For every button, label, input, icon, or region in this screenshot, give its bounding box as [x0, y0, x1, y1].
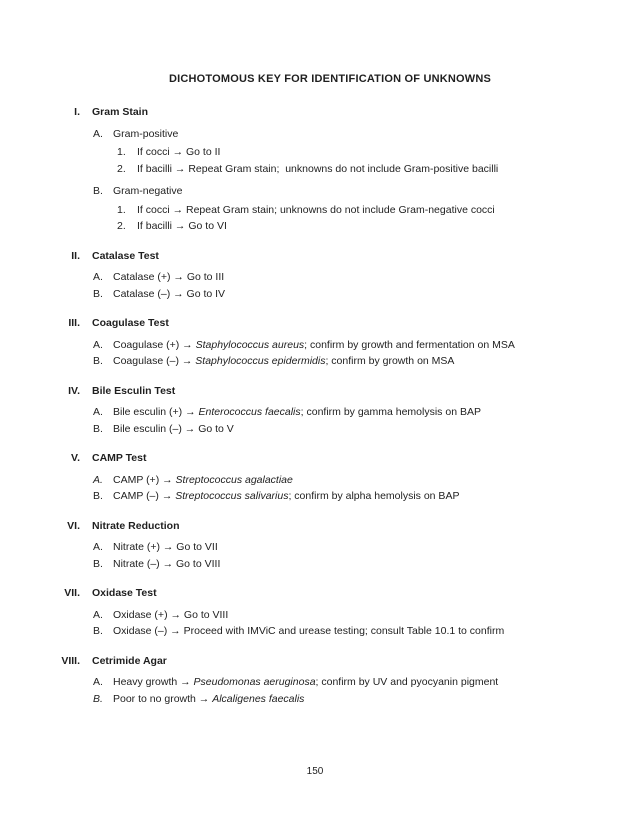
text-segment: Coagulase (–) →: [113, 355, 196, 367]
section: [0, 585, 630, 640]
text-segment: Catalase (+) → Go to III: [113, 271, 225, 283]
species-name: Pseudomonas aeruginosa: [193, 676, 316, 688]
item-text: [113, 126, 178, 143]
item-label: A.: [93, 473, 103, 486]
text-segment: Bile esculin (–) → Go to V: [113, 422, 234, 435]
section-heading-text: Cetrimide Agar: [92, 654, 167, 667]
text-segment: Oxidase (+) → Go to VIII: [113, 608, 229, 621]
text-segment: Oxidase (–) → Proceed with IMViC and urease testing; consult Table 10.1 to confirm: [113, 625, 505, 637]
key-item: [93, 623, 630, 640]
key-item: [93, 421, 630, 438]
item-text: [113, 691, 304, 708]
text-segment: Bile esculin (+) →: [113, 406, 199, 418]
item-text: [113, 472, 293, 489]
text-segment: Poor to no growth →: [113, 692, 213, 705]
section-heading: [0, 585, 630, 602]
item-text: [113, 286, 225, 303]
item-label: B.: [93, 490, 103, 502]
item-text: [113, 353, 454, 370]
species-name: Staphylococcus aureus: [195, 338, 305, 351]
item-text: [113, 556, 220, 573]
section-heading: [0, 248, 630, 265]
section-numeral: II.: [71, 249, 80, 262]
section-heading-text: Catalase Test: [92, 249, 159, 262]
item-text: [113, 421, 234, 438]
text-segment: Nitrate (+) → Go to VII: [113, 541, 218, 553]
key-item: [117, 202, 630, 219]
section-items: [0, 126, 630, 235]
section-numeral: I.: [74, 106, 80, 118]
item-label: 2.: [117, 220, 126, 232]
text-segment: Heavy growth →: [113, 676, 194, 688]
text-segment: Gram-negative: [113, 185, 183, 197]
item-label: B.: [93, 287, 103, 300]
section: [0, 248, 630, 303]
text-segment: ; confirm by growth on MSA: [325, 355, 455, 367]
text-segment: ; confirm by alpha hemolysis on BAP: [288, 490, 460, 502]
section-items: [0, 269, 630, 302]
key-item: [93, 539, 630, 556]
item-label: B.: [93, 355, 103, 367]
item-label: B.: [93, 557, 103, 570]
sub-items: [0, 202, 630, 235]
document-title: DICHOTOMOUS KEY FOR IDENTIFICATION OF UNKNOWNS: [168, 73, 492, 85]
section-numeral: VII.: [64, 587, 80, 599]
item-text: [113, 674, 498, 691]
section-numeral: III.: [68, 317, 80, 329]
key-item: [93, 404, 630, 421]
text-segment: If cocci → Go to II: [137, 146, 221, 158]
section-items: [0, 607, 630, 640]
text-segment: Catalase (–) → Go to IV: [113, 287, 226, 300]
item-text: [137, 202, 495, 219]
section-numeral: V.: [71, 452, 80, 464]
item-text: [113, 183, 182, 200]
key-item: [93, 126, 630, 143]
section-heading-text: Gram Stain: [92, 106, 149, 118]
key-item: [93, 337, 630, 354]
item-text: [113, 623, 504, 640]
species-name: Streptococcus agalactiae: [175, 473, 293, 486]
item-label: A.: [93, 271, 103, 283]
species-name: Staphylococcus epidermidis: [195, 355, 326, 367]
item-text: [137, 218, 227, 235]
text-segment: CAMP (–) →: [113, 490, 176, 502]
section: [0, 653, 630, 708]
section-numeral: VI.: [67, 519, 80, 532]
section-heading-text: Oxidase Test: [92, 587, 157, 599]
text-segment: If bacilli → Repeat Gram stain; unknowns do not include Gram-positive bacilli: [137, 162, 499, 175]
section-heading-text: Coagulase Test: [92, 317, 169, 329]
section-heading-text: Bile Esculin Test: [92, 384, 176, 397]
item-text: [113, 607, 228, 624]
item-label: 2.: [117, 162, 126, 175]
key-item: [93, 472, 630, 489]
sub-items: [0, 144, 630, 177]
section-heading: [0, 104, 630, 121]
section-numeral: IV.: [68, 384, 80, 397]
key-item: [93, 556, 630, 573]
key-item: [93, 269, 630, 286]
text-segment: CAMP (+) →: [113, 473, 176, 486]
item-text: [113, 488, 459, 505]
section: [0, 104, 630, 235]
text-segment: If bacilli → Go to VI: [137, 220, 227, 232]
section-items: [0, 539, 630, 572]
item-label: 1.: [117, 203, 126, 216]
section: [0, 383, 630, 438]
text-segment: If cocci → Repeat Gram stain; unknowns do not include Gram-negative cocci: [137, 203, 495, 216]
section-items: [0, 404, 630, 437]
section-items: [0, 472, 630, 505]
item-label: A.: [93, 406, 103, 418]
section-items: [0, 674, 630, 707]
section: [0, 518, 630, 573]
section-heading: [0, 450, 630, 467]
key-item: [117, 144, 630, 161]
species-name: Streptococcus salivarius: [175, 490, 289, 502]
item-label: B.: [93, 625, 103, 637]
section-heading-text: Nitrate Reduction: [92, 519, 180, 532]
key-item: [117, 161, 630, 178]
item-text: [113, 269, 224, 286]
key-item: [93, 286, 630, 303]
section-heading: [0, 518, 630, 535]
item-text: [113, 539, 218, 556]
section-heading: [0, 653, 630, 670]
item-text: [113, 337, 515, 354]
item-text: [137, 161, 498, 178]
key-item: [93, 488, 630, 505]
section-heading: [0, 383, 630, 400]
page-number: 150: [306, 766, 324, 777]
text-segment: ; confirm by UV and pyocyanin pigment: [315, 676, 499, 688]
item-label: 1.: [117, 146, 126, 158]
key-item: [93, 607, 630, 624]
text-segment: Coagulase (+) →: [113, 338, 196, 351]
item-label: A.: [93, 608, 103, 621]
text-segment: ; confirm by gamma hemolysis on BAP: [300, 406, 481, 418]
key-item: [93, 183, 630, 200]
key-item: [117, 218, 630, 235]
section-numeral: VIII.: [61, 654, 80, 667]
item-label: A.: [93, 338, 103, 351]
item-label: B.: [93, 185, 103, 197]
item-label: A.: [93, 676, 103, 688]
species-name: Enterococcus faecalis: [198, 406, 301, 418]
item-label: A.: [93, 127, 103, 140]
item-label: B.: [93, 422, 103, 435]
section-heading: [0, 315, 630, 332]
section-heading-text: CAMP Test: [92, 452, 147, 464]
text-segment: ; confirm by growth and fermentation on MSA: [304, 338, 515, 351]
section: [0, 450, 630, 505]
text-segment: Gram-positive: [113, 127, 179, 140]
key-sections: [0, 104, 630, 707]
item-text: [113, 404, 481, 421]
species-name: Alcaligenes faecalis: [212, 692, 305, 705]
section-items: [0, 337, 630, 370]
key-item: [93, 353, 630, 370]
key-item: [93, 691, 630, 708]
text-segment: Nitrate (–) → Go to VIII: [113, 557, 221, 570]
key-item: [93, 674, 630, 691]
item-label: B.: [93, 692, 103, 705]
section: [0, 315, 630, 370]
item-label: A.: [93, 541, 103, 553]
item-text: [137, 144, 220, 161]
